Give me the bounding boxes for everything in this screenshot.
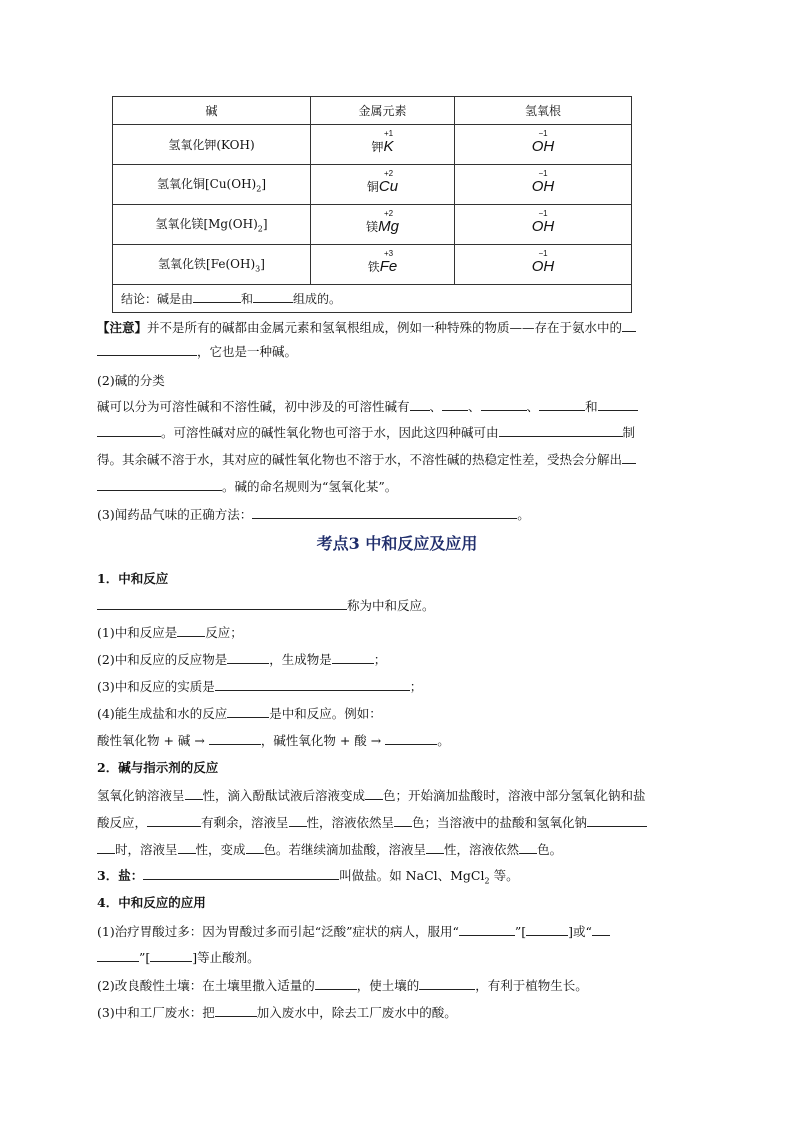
row-fe-metal: 铁 +3 Fe bbox=[311, 245, 455, 285]
note-line-2: ，它也是一种碱。 bbox=[97, 342, 297, 360]
indicator-line-3: 时，溶液呈 性，变成 色。若继续滴加盐酸，溶液呈 性，溶液依然 色。 bbox=[97, 840, 562, 858]
classify-title: (2)碱的分类 bbox=[97, 373, 165, 388]
neutral-heading: 1．中和反应 bbox=[97, 571, 169, 586]
row-fe-name: 氢氧化铁$[Fe(OH)_3]$ bbox=[113, 245, 311, 285]
row-koh-metal: 钾 +1 K bbox=[311, 125, 455, 165]
header-metal: 金属元素 bbox=[311, 97, 455, 125]
neutral-item-1: (1)中和反应是 反应； bbox=[97, 625, 243, 640]
row-mg-name: 氢氧化镁$[Mg(OH)_2]$ bbox=[113, 205, 311, 245]
classify-line-4: 。碱的命名规则为“氢氧化某”。 bbox=[97, 477, 397, 495]
neutral-item-2: (2)中和反应的反应物是 ，生成物是 ； bbox=[97, 652, 387, 667]
classify-line-1: 碱可以分为可溶性碱和不溶性碱，初中涉及的可溶性碱有 、 、 、 和 bbox=[97, 397, 638, 415]
table-conclusion: 结论：碱是由 和 组成的。 bbox=[113, 285, 632, 313]
row-cu-name: 氢氧化铜$[Cu(OH)_2]$ bbox=[113, 165, 311, 205]
row-mg-metal: 镁 +2 Mg bbox=[311, 205, 455, 245]
smell-method: (3)闻药品气味的正确方法： 。 bbox=[97, 507, 530, 522]
apply-item-3: (3)中和工厂废水：把 加入废水中，除去工厂废水中的酸。 bbox=[97, 1005, 457, 1020]
neutral-item-3: (3)中和反应的实质是 ； bbox=[97, 679, 423, 694]
neutral-example: 酸性氧化物 + 碱 → ，碱性氧化物 + 酸 → 。 bbox=[97, 733, 450, 748]
classify-line-2: 。可溶性碱对应的碱性氧化物也可溶于水，因此这四种碱可由 制 bbox=[97, 423, 635, 441]
indicator-line-1: 氢氧化钠溶液呈 性，滴入酚酞试液后溶液变成 色；开始滴加盐酸时，溶液中部分氢氧化钠和盐 bbox=[97, 788, 646, 803]
header-base: 碱 bbox=[113, 97, 311, 125]
classify-line-3: 得。其余碱不溶于水，其对应的碱性氧化物也不溶于水，不溶性碱的热稳定性差，受热会分解出 bbox=[97, 450, 636, 468]
indicator-heading: 2．碱与指示剂的反应 bbox=[97, 760, 219, 775]
apply-item-1-cont: ”[ ]等止酸剂。 bbox=[97, 948, 260, 966]
apply-item-2: (2)改良酸性土壤：在土壤里撒入适量的 ，使土壤的 ，有利于植物生长。 bbox=[97, 978, 588, 993]
header-hydroxide: 氢氧根 bbox=[455, 97, 632, 125]
indicator-line-2: 酸反应， 有剩余，溶液呈 性，溶液依然呈 色；当溶液中的盐酸和氢氧化钠 bbox=[97, 813, 647, 831]
row-koh-name: 氢氧化钾(KOH) bbox=[113, 125, 311, 165]
row-fe-oh: −1 OH bbox=[455, 245, 632, 285]
neutral-item-4: (4)能生成盐和水的反应 是中和反应。例如： bbox=[97, 706, 382, 721]
note-line-1: 【注意】并不是所有的碱都由金属元素和氢氧根组成，例如一种特殊的物质——存在于氨水中的 bbox=[97, 318, 636, 336]
neutral-definition: 称为中和反应。 bbox=[97, 596, 435, 614]
row-cu-metal: 铜 +2 Cu bbox=[311, 165, 455, 205]
apply-item-1: (1)治疗胃酸过多：因为胃酸过多而引起“泛酸”症状的病人，服用“ ”[ ]或“ bbox=[97, 922, 610, 940]
row-mg-oh: −1 OH bbox=[455, 205, 632, 245]
row-cu-oh: −1 OH bbox=[455, 165, 632, 205]
base-composition-table bbox=[112, 96, 632, 313]
row-koh-oh: −1 OH bbox=[455, 125, 632, 165]
section-heading: 考点3 中和反应及应用 bbox=[316, 534, 478, 553]
salt-definition: 3．盐： 叫做盐。如 NaCl、MgCl$_2$ 等。 bbox=[97, 868, 519, 886]
apply-heading: 4．中和反应的应用 bbox=[97, 895, 206, 910]
